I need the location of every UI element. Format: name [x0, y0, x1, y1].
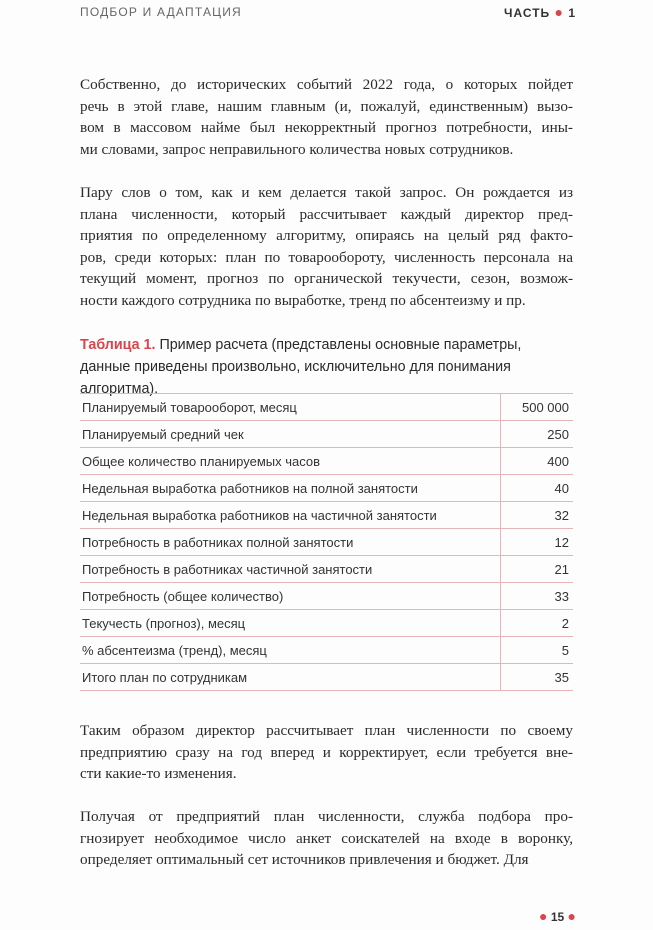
- paragraph-3: [80, 720, 573, 785]
- table-row: [80, 502, 573, 529]
- param-cell: Планируемый товарооборот, месяц: [80, 394, 501, 421]
- value-cell: 12: [501, 529, 574, 556]
- text-line: ности каждого сотрудника по выработке, тренд по абсентеизму и пр.: [80, 291, 526, 309]
- text-line: ров, среди которых: план по товарообороту, численность персонала на: [80, 248, 573, 266]
- param-cell: Недельная выработка работников на полной занятости: [80, 475, 501, 502]
- paragraph-1: [80, 74, 573, 160]
- value-cell: 500 000: [501, 394, 574, 421]
- param-cell: Текучесть (прогноз), месяц: [80, 610, 501, 637]
- text-line: текущий момент, прогноз по органической текучести, сезон, возмож-: [80, 270, 573, 287]
- table-row: [80, 637, 573, 664]
- param-cell: Итого план по сотрудникам: [80, 664, 501, 691]
- param-cell: Планируемый средний чек: [80, 421, 501, 448]
- value-cell: 21: [501, 556, 574, 583]
- value-cell: 35: [501, 664, 574, 691]
- value-cell: 2: [501, 610, 574, 637]
- value-cell: 5: [501, 637, 574, 664]
- text-line: Собственно, до исторических событий 2022 года, о которых пойдет: [80, 76, 573, 93]
- text-line: речь в этой главе, нашим главным (и, пожалуй, единственным) вызо-: [80, 97, 573, 115]
- page-number: [520, 908, 576, 924]
- table-row: [80, 610, 573, 637]
- text-line: определяет оптимальный сет источников привлечения и бюджет. Для: [80, 851, 529, 868]
- param-cell: Потребность в работниках частичной занятости: [80, 556, 501, 583]
- table-row: [80, 421, 573, 448]
- text-line: Пару слов о том, как и кем делается такой запрос. Он рождается из: [80, 184, 573, 201]
- text-line: плана численности, который рассчитывает каждый директор пред-: [80, 205, 573, 223]
- table-row: [80, 394, 573, 421]
- calculation-table: [80, 393, 573, 691]
- paragraph-4: [80, 806, 573, 871]
- text-line: Получая от предприятий план численности, служба подбора про-: [80, 808, 573, 825]
- value-cell: 32: [501, 502, 574, 529]
- value-cell: 400: [501, 448, 574, 475]
- part-label: ЧАСТЬ: [504, 6, 551, 20]
- param-cell: Общее количество планируемых часов: [80, 448, 501, 475]
- bullet-icon: ●: [554, 4, 564, 20]
- param-cell: Потребность в работниках полной занятости: [80, 529, 501, 556]
- text-line: вом в массовом найме был некорректный прогноз потребности, ины-: [80, 119, 573, 136]
- table-row: [80, 583, 573, 610]
- table-row: [80, 448, 573, 475]
- running-header-section: ПОДБОР И АДАПТАЦИЯ: [80, 5, 242, 19]
- text-line: ми словами, запрос неправильного количества новых сотрудников.: [80, 140, 514, 158]
- table-row: [80, 664, 573, 691]
- bullet-icon: ●: [567, 908, 576, 924]
- running-header-part: [460, 4, 576, 20]
- param-cell: Недельная выработка работников на частичной занятости: [80, 502, 501, 529]
- paragraph-2: [80, 182, 573, 311]
- caption-label: Таблица 1.: [80, 337, 156, 353]
- text-line: предприятию сразу на год вперед и корректирует, если требуется вне-: [80, 743, 573, 761]
- value-cell: 33: [501, 583, 574, 610]
- param-cell: % абсентеизма (тренд), месяц: [80, 637, 501, 664]
- text-line: сти какие-то изменения.: [80, 765, 237, 782]
- text-line: приятия по определенному алгоритму, опираясь на целый ряд факто-: [80, 227, 573, 244]
- part-number: 1: [568, 6, 576, 20]
- value-cell: 40: [501, 475, 574, 502]
- table-caption: [80, 334, 573, 400]
- table-row: [80, 529, 573, 556]
- page-number-text: 15: [550, 910, 565, 924]
- table-row: [80, 475, 573, 502]
- table-row: [80, 556, 573, 583]
- bullet-icon: ●: [539, 908, 548, 924]
- caption-text: Пример расчета (представлены основные параметры, данные приведены произвольно, исключительно для понимания алгоритма).: [80, 337, 522, 397]
- text-line: гнозирует необходимое число анкет соискателей на входе в воронку,: [80, 829, 573, 847]
- param-cell: Потребность (общее количество): [80, 583, 501, 610]
- value-cell: 250: [501, 421, 574, 448]
- text-line: Таким образом директор рассчитывает план численности по своему: [80, 722, 573, 739]
